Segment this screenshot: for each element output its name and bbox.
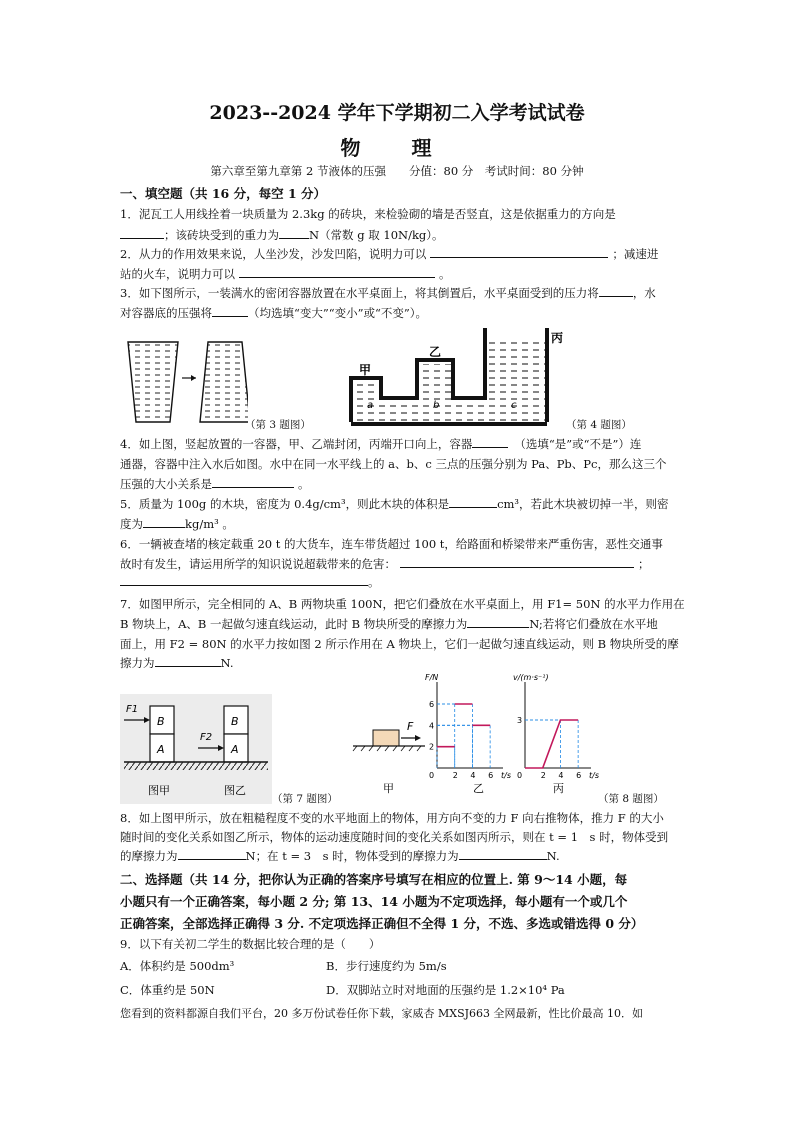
q2-line1: 2．从力的作用效果来说，人坐沙发，沙发凹陷，说明力可以 ；减速进 bbox=[120, 247, 659, 261]
arrow-icon bbox=[191, 375, 196, 381]
y-tick-label: 2 bbox=[429, 742, 435, 752]
x-axis-label: t/s bbox=[589, 771, 599, 780]
y-tick-label: 4 bbox=[429, 721, 435, 731]
label-yi: 乙 bbox=[429, 345, 442, 359]
figure-7-stacked-blocks bbox=[120, 694, 272, 804]
q2-line2: 站的火车，说明力可以 。 bbox=[120, 267, 451, 281]
q7-line4: 擦力为 N. bbox=[120, 656, 234, 670]
x-axis-label: t/s bbox=[501, 771, 511, 780]
q9-option-d[interactable]: D．双脚站立时对地面的压强约是 1.2×10⁴ Pa bbox=[326, 983, 565, 997]
q5-blank-1[interactable] bbox=[449, 496, 497, 508]
q9-option-c[interactable]: C．体重约是 50N bbox=[120, 983, 215, 997]
q8-line1: 8．如上图甲所示，放在粗糙程度不变的水平地面上的物体，用方向不变的力 F 向右推物体，推力 F 的大小 bbox=[120, 811, 664, 825]
y-axis-label: v/(m·s⁻¹) bbox=[513, 673, 549, 682]
q8-blank-2[interactable] bbox=[459, 848, 547, 860]
figure-8-caption: （第 8 题图） bbox=[598, 793, 664, 805]
q6-line2: 故时有发生，请运用所学的知识说说超载带来的危害： ； bbox=[120, 557, 650, 571]
q9-option-a[interactable]: A．体积约是 500dm³ bbox=[120, 959, 235, 973]
q1-blank-1[interactable] bbox=[120, 227, 164, 239]
q3-blank-1[interactable] bbox=[599, 285, 633, 297]
q3-line1: 3．如下图所示，一装满水的密闭容器放置在水平桌面上，将其倒置后，水平桌面受到的压力将 ，水 bbox=[120, 286, 656, 300]
label-jia: 甲 bbox=[359, 363, 372, 377]
panel-yi-label: 图乙 bbox=[224, 784, 246, 797]
q4-line3: 压强的大小关系是 。 bbox=[120, 477, 310, 491]
figure-4-caption: （第 4 题图） bbox=[566, 419, 632, 431]
series-line bbox=[525, 720, 578, 768]
push-arrow-icon bbox=[415, 735, 421, 741]
chart-force-vs-time bbox=[425, 673, 511, 780]
q7-line1: 7．如图甲所示，完全相同的 A、B 两物块重 100N，把它们叠放在水平桌面上，用 F1= 50N 的水平力作用在 bbox=[120, 597, 685, 611]
container-upright bbox=[128, 342, 178, 422]
q6-blank-2[interactable] bbox=[120, 574, 368, 586]
q1-blank-2[interactable] bbox=[279, 227, 309, 239]
q6-line3: 。 bbox=[120, 574, 380, 590]
y-tick-label: 6 bbox=[429, 700, 435, 709]
q5-blank-2[interactable] bbox=[143, 516, 185, 528]
q7-line3: 面上，用 F2 = 80N 的水平力按如图 2 所示作用在 A 物块上，它们一起做匀速直线运动，则 B 物块所受的摩 bbox=[120, 637, 679, 651]
q6-blank-1[interactable] bbox=[400, 556, 634, 568]
x-tick-label: 2 bbox=[540, 771, 546, 780]
panel-bing-caption: 丙 bbox=[553, 782, 564, 795]
footer-note: 您看到的资料都源自我们平台，20 多万份试卷任你下载，家威杏 MXSJ663 全网最新，性比价最高 10．如 bbox=[120, 1007, 644, 1020]
origin-label: 0 bbox=[517, 771, 523, 780]
figure-8 bbox=[345, 672, 601, 802]
q8-blank-1[interactable] bbox=[178, 848, 246, 860]
container-inverted bbox=[200, 342, 248, 422]
x-tick-label: 2 bbox=[452, 771, 458, 780]
exam-title: 2023--2024 学年下学期初二入学考试试卷 bbox=[209, 102, 585, 124]
block-b-jia-label: B bbox=[157, 715, 165, 728]
q2-blank-1[interactable] bbox=[430, 246, 608, 258]
q8-line2: 随时间的变化关系如图乙所示，物体的运动速度随时间的变化关系如图丙所示，则在 t = 1 s 时，物体受到 bbox=[120, 830, 669, 844]
chart-velocity-vs-time bbox=[513, 673, 599, 780]
q9-stem: 9．以下有关初二学生的数据比较合理的是（ ） bbox=[120, 937, 381, 951]
section-2-line2: 小题只有一个正确答案，每小题 2 分; 第 13、14 小题为不定项选择，每小题有一个或几个 bbox=[120, 894, 628, 909]
q7-blank-2[interactable] bbox=[155, 655, 221, 667]
figure-8-block-diagram bbox=[353, 720, 425, 795]
section-2-line1: 二、选择题（共 14 分，把你认为正确的答案序号填写在相应的位置上. 第 9～14 小题，每 bbox=[120, 872, 628, 887]
q6-line1: 6．一辆被查堵的核定载重 20 t 的大货车，连车带货超过 100 t，给路面和桥梁带来严重伤害，恶性交通事 bbox=[120, 537, 663, 551]
q5-line1: 5．质量为 100g 的木块，密度为 0.4g/cm³，则此木块的体积是 cm³，若此木块被切掉一半，则密 bbox=[120, 497, 669, 511]
label-bing: 丙 bbox=[551, 331, 564, 345]
y-tick-label: 3 bbox=[517, 716, 523, 725]
panel-jia-label: 图甲 bbox=[148, 784, 170, 797]
figure-3-containers bbox=[124, 336, 248, 432]
q9-option-b[interactable]: B．步行速度约为 5m/s bbox=[326, 959, 447, 973]
panel-yi-caption: 乙 bbox=[473, 782, 484, 795]
point-c-label: c bbox=[511, 400, 517, 411]
q2-blank-2[interactable] bbox=[239, 266, 435, 278]
origin-label: 0 bbox=[429, 771, 435, 780]
exam-meta: 第六章至第九章第 2 节液体的压强 分值：80 分 考试时间：80 分钟 bbox=[210, 164, 584, 178]
subject-title: 物 理 bbox=[340, 136, 454, 160]
panel-jia-caption: 甲 bbox=[383, 782, 394, 795]
block-b-yi-label: B bbox=[231, 715, 239, 728]
q4-blank-1[interactable] bbox=[472, 436, 508, 448]
x-tick-label: 4 bbox=[558, 771, 564, 780]
q5-line2: 度为 kg/m³ 。 bbox=[120, 517, 234, 531]
section-1-heading: 一、填空题（共 16 分，每空 1 分） bbox=[120, 186, 327, 201]
q4-line1: 4．如上图，竖起放置的一容器，甲、乙端封闭，丙端开口向上，容器 （选填“是”或“不是”）连 bbox=[120, 437, 642, 451]
q4-line2: 通器，容器中注入水后如图。水中在同一水平线上的 a、b、c 三点的压强分别为 Pa、Pb、Pc，那么这三个 bbox=[120, 457, 667, 471]
section-2-line3: 正确答案，全部选择正确得 3 分. 不定项选择正确但不全得 1 分，不选、多选或错选得 0 分） bbox=[120, 916, 644, 931]
q4-blank-2[interactable] bbox=[212, 476, 294, 488]
f1-label: F1 bbox=[126, 704, 139, 715]
point-a-label: a bbox=[367, 400, 374, 411]
figure-4-connected-vessel bbox=[345, 326, 571, 430]
q7-line2: B 物块上，A、B 一起做匀速直线运动，此时 B 物块所受的摩擦力为 N;若将它们叠放在水平地 bbox=[120, 617, 658, 631]
y-axis-label: F/N bbox=[425, 673, 439, 682]
figure-7-caption: （第 7 题图） bbox=[272, 793, 338, 805]
x-tick-label: 6 bbox=[576, 771, 582, 780]
block-a-jia-label: A bbox=[157, 743, 165, 756]
q8-line3: 的摩擦力为 N；在 t = 3 s 时，物体受到的摩擦力为 N. bbox=[120, 849, 560, 863]
f2-label: F2 bbox=[200, 732, 213, 743]
x-tick-label: 6 bbox=[488, 771, 494, 780]
q7-blank-1[interactable] bbox=[467, 616, 529, 628]
block-a-yi-label: A bbox=[231, 743, 239, 756]
x-tick-label: 4 bbox=[470, 771, 476, 780]
force-f-label: F bbox=[407, 720, 414, 733]
q3-blank-2[interactable] bbox=[212, 305, 248, 317]
point-b-label: b bbox=[433, 400, 440, 411]
q1-line1: 1．泥瓦工人用线拴着一块质量为 2.3kg 的砖块，来检验砌的墙是否竖直，这是依据重力的方向是 bbox=[120, 207, 616, 221]
q1-line2: ；该砖块受到的重力为 N（常数 g 取 10N/kg）。 bbox=[120, 227, 444, 243]
q3-line2: 对容器底的压强将 （均选填“变大”“变小”或“不变”）。 bbox=[120, 306, 428, 320]
figure-3-caption: （第 3 题图） bbox=[245, 419, 311, 431]
